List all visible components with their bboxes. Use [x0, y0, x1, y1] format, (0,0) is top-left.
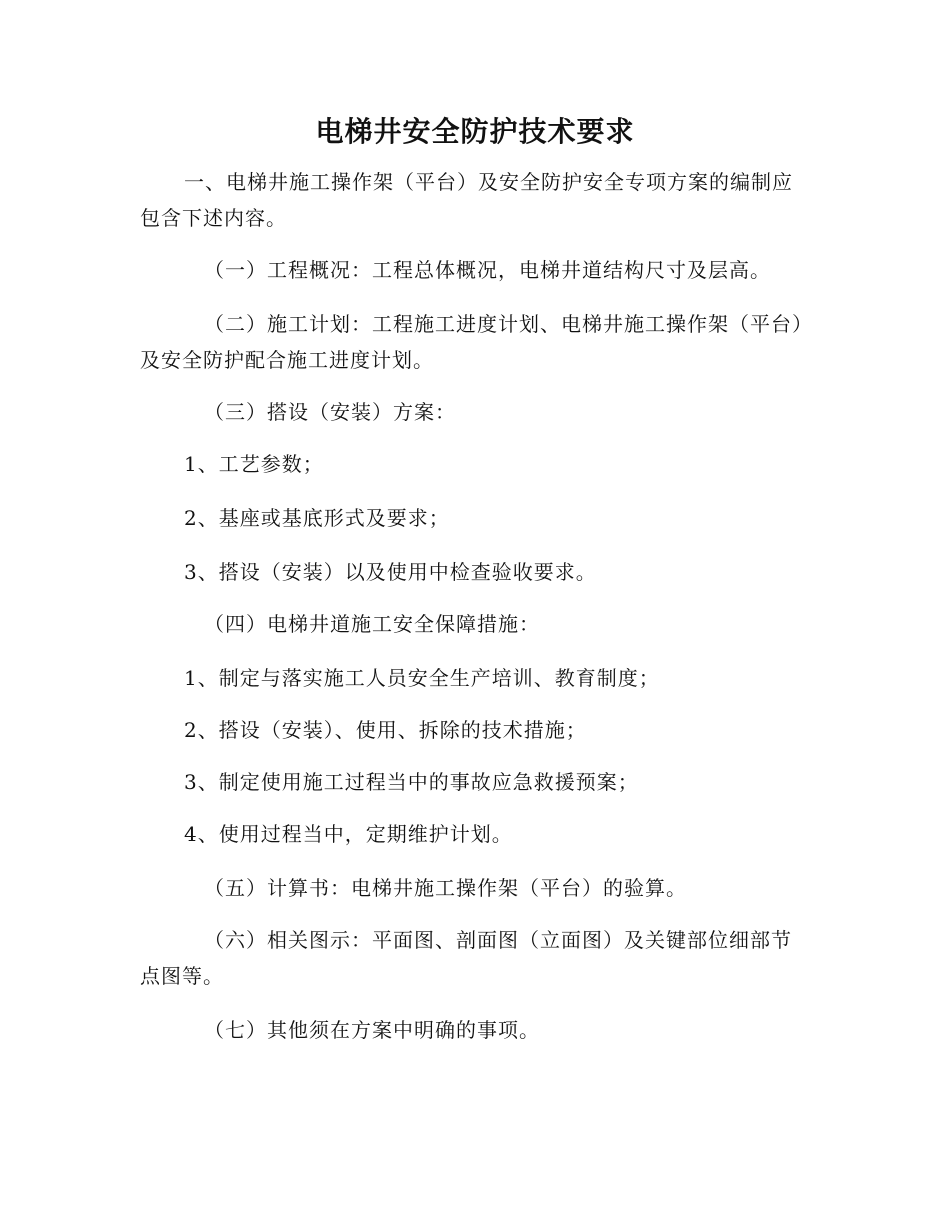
paragraph-item-1: （一）工程概况：工程总体概况，电梯井道结构尺寸及层高。	[204, 258, 771, 282]
paragraph-item-4: （四）电梯井道施工安全保障措施：	[204, 612, 540, 636]
paragraph-item-5: （五）计算书：电梯井施工操作架（平台）的验算。	[204, 876, 687, 900]
paragraph-item-3: （三）搭设（安装）方案：	[204, 400, 456, 424]
paragraph-sub-4-1: 1、制定与落实施工人员安全生产培训、教育制度；	[184, 666, 660, 690]
paragraph-item-6: （六）相关图示：平面图、剖面图（立面图）及关键部位细部节点图等。	[140, 928, 792, 988]
paragraph-sub-3-3: 3、搭设（安装）以及使用中检查验收要求。	[184, 560, 597, 584]
paragraph-section-one: 一、电梯井施工操作架（平台）及安全防护安全专项方案的编制应包含下述内容。	[140, 170, 793, 230]
paragraph-sub-4-3: 3、制定使用施工过程当中的事故应急救援预案；	[184, 770, 639, 794]
paragraph-sub-3-1: 1、工艺参数；	[184, 452, 324, 476]
paragraph-sub-4-4: 4、使用过程当中，定期维护计划。	[184, 822, 513, 846]
paragraph-sub-3-2: 2、基座或基底形式及要求；	[184, 506, 450, 530]
paragraph-item-2: （二）施工计划：工程施工进度计划、电梯井施工操作架（平台）及安全防护配合施工进度计划。	[140, 312, 803, 372]
document-title: 电梯井安全防护技术要求	[315, 115, 635, 148]
paragraph-sub-4-2: 2、搭设（安装）、使用、拆除的技术措施；	[184, 718, 587, 742]
paragraph-item-7: （七）其他须在方案中明确的事项。	[204, 1018, 540, 1042]
